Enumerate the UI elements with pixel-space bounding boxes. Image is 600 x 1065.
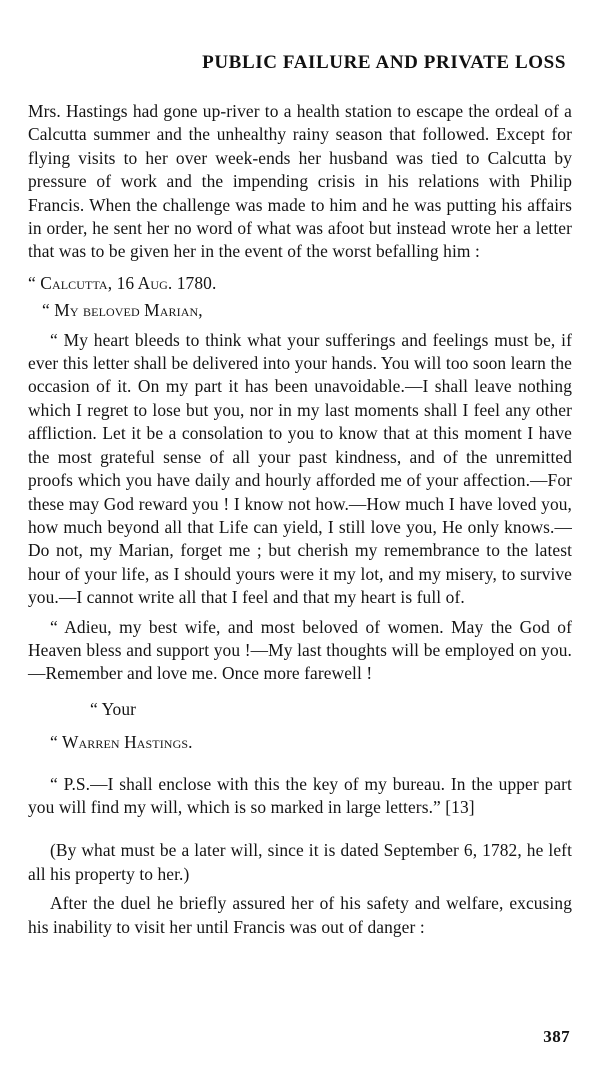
letter-paragraph-2: “ Adieu, my best wife, and most beloved of women. May the God of Heaven bless and support you !—My last thoughts will be employed on you.—Remember and love me. Once more farewell !: [28, 616, 572, 684]
letter-paragraph-1: “ My heart bleeds to think what your sufferings and feelings must be, if ever this letter shall be delivered into your hands. You will too soon learn the occasion of it. On my part it has been unavoidable.—I shall leave nothing which I regret to lose but you, nor in my last moments shall I feel any other affliction. Let it be a consolation to you to know that at this moment I have the most grateful sense of all your past kindness, and of the unremitted proofs which you have daily and hourly afforded me of your affection.—For these may God reward you ! I know not how.—How much I have loved you, how much beyond all that Life can yield, I still love you, He only knows.—Do not, my Marian, forget me ; but cherish my remembrance to the latest hour of your life, as I should yours were it my lot, and my misery, to survive you.—I cannot write all that I feel and that my heart is full of.: [28, 329, 572, 608]
page-number: 387: [543, 1027, 570, 1046]
letter-signoff: “ Your: [90, 698, 137, 719]
letter-postscript: “ P.S.—I shall enclose with this the key of my bureau. In the upper part you will find my will, which is so marked in large letters.” [13]: [28, 773, 572, 817]
letter-signature: “ Warren Hastings.: [50, 732, 193, 753]
letter-dateline: “ Calcutta, 16 Aug. 1780.: [28, 272, 217, 293]
closing-paragraph: After the duel he briefly assured her of his safety and welfare, excusing his inability to visit her until Francis was out of danger :: [28, 893, 572, 937]
opening-paragraph: Mrs. Hastings had gone up-river to a health station to escape the ordeal of a Calcutta summer and the unhealthy rainy season that followed. Except for flying visits to her over week-ends her husband was tied to Calcutta by pressure of work and the impending crisis in his relations with Philip Francis. When the challenge was made to him and he was putting his affairs in order, he sent her no word of what was afoot but instead wrote her a letter that was to be given her in the event of the worst befalling him :: [28, 101, 572, 262]
letter-salutation: “ My beloved Marian,: [42, 300, 203, 321]
running-head: PUBLIC FAILURE AND PRIVATE LOSS: [202, 52, 566, 73]
letter-body: [28, 329, 572, 820]
editorial-note: (By what must be a later will, since it is dated September 6, 1782, he left all his property to her.): [28, 840, 572, 884]
body-text: [28, 100, 572, 939]
